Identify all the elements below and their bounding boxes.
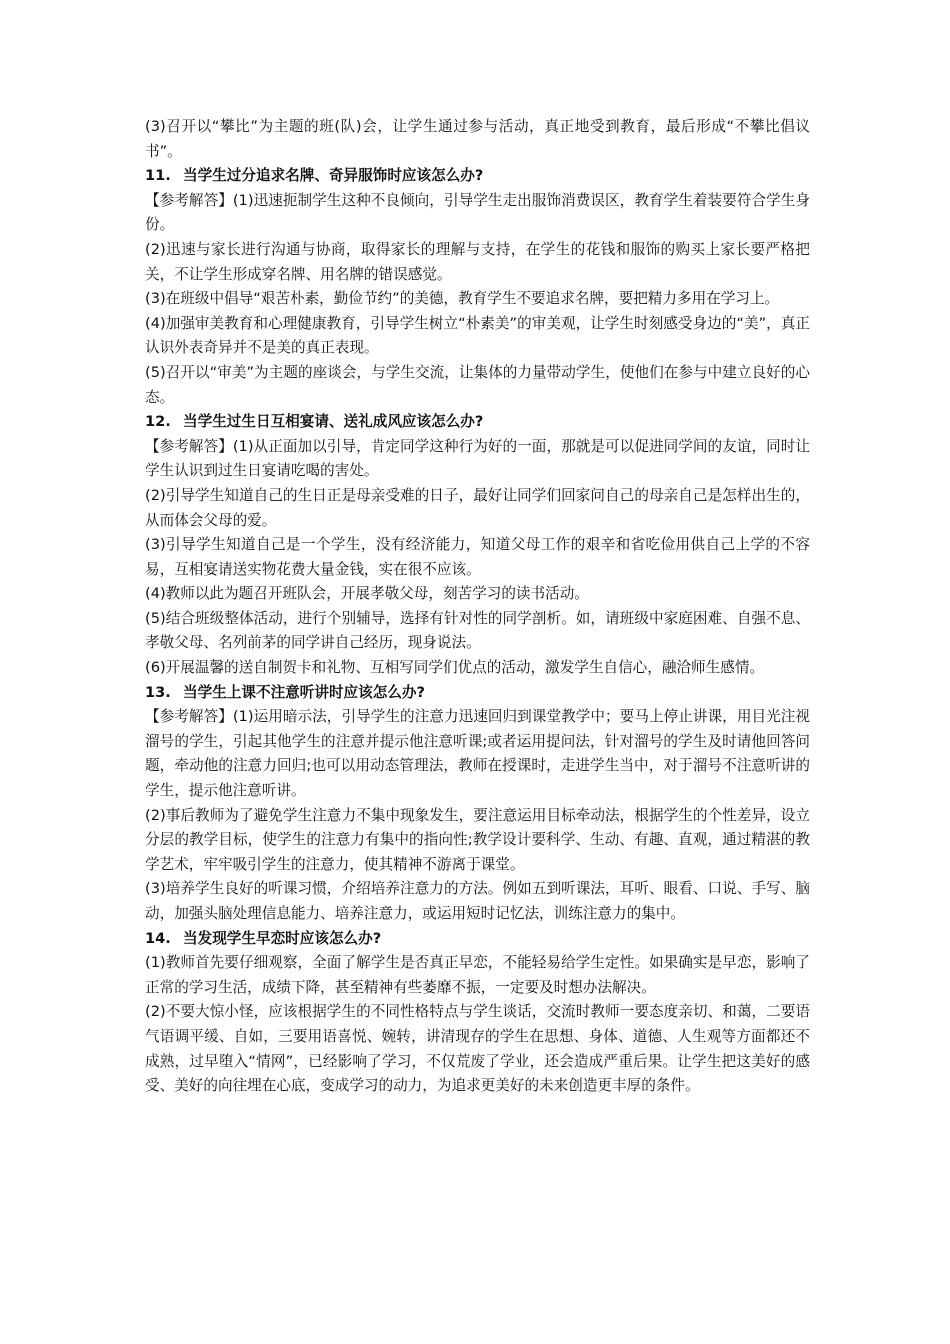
answer-paragraph: (3)引导学生知道自己是一个学生，没有经济能力，知道父母工作的艰辛和省吃俭用供自己上学的不容易，互相宴请送实物花费大量金钱，实在很不应该。	[145, 536, 810, 578]
answer-paragraph: (5)结合班级整体活动，进行个别辅导，选择有针对性的同学剖析。如，请班级中家庭困难、自强不息、孝敬父母、名列前茅的同学讲自己经历，现身说法。	[145, 609, 810, 652]
question-title: 当学生上课不注意听讲时应该怎么办?	[183, 683, 425, 701]
question-title: 当学生过生日互相宴请、送礼成风应该怎么办?	[183, 413, 484, 431]
question-title: 当发现学生早恋时应该怎么办?	[183, 929, 382, 947]
answer-paragraph: (2)引导学生知道自己的生日正是母亲受难的日子，最好让同学们回家问自己的母亲自己是怎样出生的，从而体会父母的爱。	[145, 486, 810, 529]
answer-paragraph: 【参考解答】(1)从正面加以引导，肯定同学这种行为好的一面，那就是可以促进同学间的友谊，同时让学生认识到过生日宴请吃喝的害处。	[145, 437, 810, 480]
answer-paragraph: 【参考解答】(1)运用暗示法，引导学生的注意力迅速回归到课堂教学中；要马上停止讲课，用目光注视溜号的学生，引起其他学生的注意并提示他注意听课;或者运用提问法，针对溜号的学生及时请他回答问题，牵动他的注意力回归;也可以用动态管理法，教师在授课时，走进学生当中，对于溜号不注意听讲的学生，提示他注意听讲。	[145, 708, 810, 800]
question-number: 11.	[145, 167, 171, 185]
document-page	[145, 115, 810, 1099]
question-heading-11	[145, 164, 810, 189]
answer-paragraph: (3)在班级中倡导“艰苦朴素，勤俭节约”的美德，教育学生不要追求名牌，要把精力多用在学习上。	[145, 290, 780, 308]
question-number: 12.	[145, 413, 171, 431]
question-number: 13.	[145, 683, 171, 701]
answer-paragraph: (3)培养学生良好的听课习惯，介绍培养注意力的方法。例如五到听课法，耳听、眼看、口说、手写、脑动，加强头脑处理信息能力、培养注意力，或运用短时记忆法，训练注意力的集中。	[145, 880, 810, 922]
answer-paragraph: (4)教师以此为题召开班队会，开展孝敬父母，刻苦学习的读书活动。	[145, 585, 589, 603]
question-heading-12	[145, 410, 810, 435]
question-title: 当学生过分追求名牌、奇异服饰时应该怎么办?	[183, 167, 484, 185]
answer-paragraph: (2)事后教师为了避免学生注意力不集中现象发生，要注意运用目标牵动法，根据学生的个性差异，设立分层的教学目标，使学生的注意力有集中的指向性;教学设计要科学、生动、有趣、直观，通过精湛的教学艺术，牢牢吸引学生的注意力，使其精神不游离于课堂。	[145, 806, 810, 873]
question-heading-13	[145, 681, 810, 706]
question-number: 14.	[145, 929, 171, 947]
question-heading-14	[145, 927, 810, 952]
answer-paragraph: (4)加强审美教育和心理健康教育，引导学生树立“朴素美”的审美观，让学生时刻感受身边的“美”，真正认识外表奇异并不是美的真正表现。	[145, 314, 810, 357]
answer-paragraph: (6)开展温馨的送自制贺卡和礼物、互相写同学们优点的活动，激发学生自信心，融洽师生感情。	[145, 659, 765, 677]
answer-paragraph: 【参考解答】(1)迅速扼制学生这种不良倾向，引导学生走出服饰消费误区，教育学生着装要符合学生身份。	[145, 191, 810, 234]
paragraph: (3)召开以“攀比”为主题的班(队)会，让学生通过参与活动，真正地受到教育，最后形成“不攀比倡议书”。	[145, 118, 810, 160]
answer-paragraph: (5)召开以“审美”为主题的座谈会，与学生交流，让集体的力量带动学生，使他们在参与中建立良好的心态。	[145, 363, 810, 406]
answer-paragraph: (1)教师首先要仔细观察，全面了解学生是否真正早恋，不能轻易给学生定性。如果确实是早恋，影响了正常的学习生活，成绩下降，甚至精神有些萎靡不振，一定要及时想办法解决。	[145, 954, 810, 996]
answer-paragraph: (2)迅速与家长进行沟通与协商，取得家长的理解与支持，在学生的花钱和服饰的购买上家长要严格把关，不让学生形成穿名牌、用名牌的错误感觉。	[145, 240, 810, 283]
answer-paragraph: (2)不要大惊小怪，应该根据学生的不同性格特点与学生谈话，交流时教师一要态度亲切、和蔼，二要语气语调平缓、自如，三要用语喜悦、婉转，讲清现存的学生在思想、身体、道德、人生观等方面都还不成熟，过早堕入“情网”，已经影响了学习，不仅荒废了学业，还会造成严重后果。让学生把这美好的感受、美好的向往埋在心底，变成学习的动力，为追求更美好的未来创造更丰厚的条件。	[145, 1003, 810, 1095]
